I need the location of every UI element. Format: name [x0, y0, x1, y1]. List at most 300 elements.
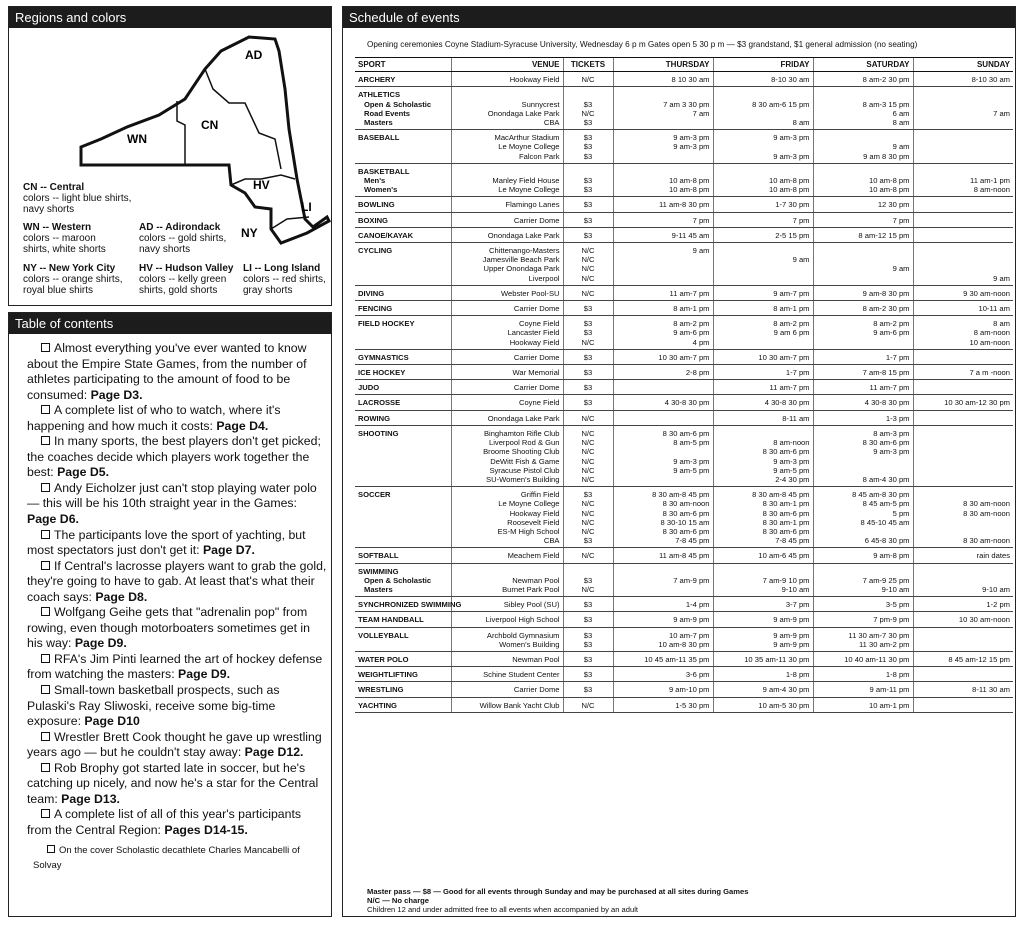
toc-title: Table of contents [9, 313, 331, 334]
thursday-cell [613, 380, 713, 395]
sunday-value: 9-10 am [982, 584, 1010, 594]
thursday-value: 7 am-9 pm [673, 575, 710, 585]
venue-value: MacArthur Stadium [494, 133, 560, 143]
sunday-value: 8-10 30 am [971, 75, 1010, 85]
tickets-value: N/C [581, 499, 595, 509]
toc-entry-page: Page D8. [95, 589, 148, 604]
friday-cell [713, 365, 813, 380]
venue-value: Onondaga Lake Park [487, 108, 560, 118]
toc-entry [27, 434, 327, 481]
sunday-cell [913, 627, 1013, 651]
tickets-value: $3 [583, 185, 593, 195]
sport-cell [355, 212, 451, 227]
sunday-cell [913, 667, 1013, 682]
sunday-cell [913, 487, 1013, 548]
friday-value: 1-7 pm [785, 368, 810, 378]
venue-value: Hookway Field [509, 508, 560, 518]
friday-value: 8 am-noon [773, 438, 810, 448]
sport-subcategory: Men's [364, 176, 386, 186]
friday-value: 8 30 am-1 pm [762, 499, 810, 509]
table-row [355, 425, 1013, 486]
venue-cell [451, 612, 563, 627]
venue-value: Sibley Pool (SU) [503, 600, 560, 610]
saturday-value: 8 am-12 15 pm [858, 230, 910, 240]
toc-entry-text: If Central's lacrosse players want to grab the gold, they're going to have to gab. At least that's what their coach says: [27, 558, 327, 604]
thursday-value: 9 am [692, 246, 710, 256]
sport-cell [355, 87, 451, 130]
sunday-value [917, 438, 1011, 447]
thursday-value [617, 255, 710, 264]
legend-ad: AD -- Adirondack colors -- gold shirts, navy shorts [139, 222, 227, 255]
thursday-cell [613, 285, 713, 300]
friday-cell [713, 301, 813, 316]
sport-name: CYCLING [358, 246, 393, 256]
tickets-value: $3 [583, 490, 593, 500]
checkbox-icon [41, 343, 50, 352]
toc-entry [27, 652, 327, 683]
venue-value: Binghamton Rifle Club [483, 428, 560, 438]
tickets-cell [563, 597, 613, 612]
venue-value: Women's Building [499, 639, 560, 649]
tickets-cell [563, 72, 613, 87]
saturday-value: 9 am 8 30 pm [863, 151, 910, 161]
venue-cell [451, 197, 563, 212]
sport-cell [355, 316, 451, 350]
legend-cn: CN -- Central colors -- light blue shirts, navy shorts [23, 182, 132, 215]
map-label-wn: WN [127, 132, 147, 146]
tickets-cell [563, 548, 613, 563]
friday-value [717, 142, 810, 151]
sport-name: CANOE/KAYAK [358, 230, 414, 240]
venue-value: Syracuse Pistol Club [489, 465, 560, 475]
sunday-value: 7 am [993, 108, 1010, 118]
friday-value: 8 30 am-6 pm [762, 508, 810, 518]
map-label-hv: HV [253, 178, 270, 192]
tickets-value: $3 [583, 639, 593, 649]
table-row [355, 682, 1013, 697]
table-row [355, 163, 1013, 197]
saturday-value: 9 am-11 pm [869, 685, 910, 695]
table-row [355, 349, 1013, 364]
venue-value: Webster Pool-SU [500, 288, 560, 298]
venue-value: Griffin Field [520, 490, 560, 500]
venue-cell [451, 697, 563, 712]
sunday-cell [913, 285, 1013, 300]
sport-cell [355, 243, 451, 286]
sport-subcategory: Masters [364, 584, 393, 594]
sunday-value [917, 118, 1011, 127]
thursday-cell [613, 349, 713, 364]
saturday-value: 11 30 am-7 30 pm [848, 630, 910, 640]
friday-cell [713, 316, 813, 350]
sunday-cell [913, 597, 1013, 612]
thursday-value: 10 30 am-7 pm [658, 352, 710, 362]
tickets-value: $3 [583, 600, 593, 610]
sunday-cell [913, 395, 1013, 410]
tickets-value: N/C [581, 526, 595, 536]
sport-cell [355, 410, 451, 425]
table-row [355, 380, 1013, 395]
tickets-value: $3 [583, 142, 593, 152]
sport-cell [355, 227, 451, 242]
tickets-value: $3 [583, 319, 593, 329]
tickets-cell [563, 697, 613, 712]
thursday-cell [613, 697, 713, 712]
saturday-value: 6 am [892, 108, 910, 118]
saturday-value [817, 274, 910, 283]
sunday-value: 8 am-noon [973, 328, 1010, 338]
thursday-cell [613, 597, 713, 612]
friday-value: 9 am-3 pm [773, 151, 810, 161]
venue-cell [451, 243, 563, 286]
tickets-value: N/C [581, 273, 595, 283]
thursday-value: 3-6 pm [685, 670, 710, 680]
sport-cell [355, 682, 451, 697]
tickets-cell [563, 87, 613, 130]
tickets-value: $3 [583, 230, 593, 240]
sport-cell [355, 285, 451, 300]
venue-value: Carrier Dome [513, 383, 560, 393]
friday-value: 7 am-9 10 pm [762, 575, 810, 585]
friday-value: 4 30-8 30 pm [764, 398, 810, 408]
header-saturday: SATURDAY [813, 58, 913, 72]
sunday-value: 8-11 30 am [972, 685, 1010, 695]
saturday-value: 7 pm [892, 215, 910, 225]
table-row [355, 87, 1013, 130]
saturday-value [817, 457, 910, 466]
thursday-cell [613, 410, 713, 425]
table-row [355, 410, 1013, 425]
tickets-value: $3 [583, 133, 593, 143]
thursday-cell [613, 667, 713, 682]
tickets-cell [563, 380, 613, 395]
thursday-cell [613, 682, 713, 697]
saturday-cell [813, 380, 913, 395]
saturday-value: 9 am-6 pm [873, 328, 910, 338]
toc-entry-page: Page D4. [216, 418, 269, 433]
venue-value: CBA [543, 536, 560, 546]
saturday-cell [813, 612, 913, 627]
friday-value: 7 pm [792, 215, 810, 225]
sport-cell [355, 301, 451, 316]
saturday-value: 7 am-8 15 pm [862, 368, 910, 378]
tickets-value: N/C [581, 700, 595, 710]
table-row [355, 563, 1013, 597]
regions-title: Regions and colors [9, 7, 331, 28]
table-row [355, 395, 1013, 410]
venue-value: Liverpool Rod & Gun [489, 438, 560, 448]
map-label-ny: NY [241, 226, 258, 240]
toc-entry-text: A complete list of all of this year's participants from the Central Region: [27, 807, 302, 837]
sport-name: DIVING [358, 288, 385, 298]
toc-entry [27, 341, 327, 403]
venue-value: Falcon Park [518, 151, 560, 161]
sport-name: ATHLETICS [358, 90, 401, 100]
sunday-value: 10 30 am-12 30 pm [944, 398, 1010, 408]
sunday-value [917, 200, 1011, 209]
legend-li: LI -- Long Island colors -- red shirts, gray shorts [243, 263, 326, 296]
friday-value: 1-7 30 pm [775, 200, 810, 210]
friday-value: 10 am-5 30 pm [758, 700, 810, 710]
map-label-cn: CN [201, 118, 219, 132]
saturday-cell [813, 316, 913, 350]
thursday-cell [613, 227, 713, 242]
saturday-value: 8 am-3 15 pm [862, 99, 910, 109]
tickets-value: $3 [583, 383, 593, 393]
venue-cell [451, 667, 563, 682]
tickets-value: N/C [581, 264, 595, 274]
toc-entry-text: In many sports, the best players don't get picked; the coaches decide which players work together the best: [27, 434, 321, 480]
sunday-value [917, 264, 1011, 273]
thursday-value: 9 am-3 pm [673, 456, 710, 466]
venue-value: Roosevelt Field [507, 517, 560, 527]
table-row [355, 597, 1013, 612]
toc-entry-page: Page D3. [90, 387, 143, 402]
regions-panel [8, 6, 332, 306]
tickets-cell [563, 425, 613, 486]
venue-value: Sunnycrest [521, 99, 560, 109]
thursday-value: 10 45 am-11 35 pm [644, 654, 710, 664]
tickets-value: N/C [581, 584, 595, 594]
venue-value: Liverpool High School [485, 615, 560, 625]
toc-entry-page: Page D13. [61, 791, 120, 806]
venue-value: Meachem Field [507, 551, 560, 561]
saturday-cell [813, 425, 913, 486]
friday-cell [713, 627, 813, 651]
friday-cell [713, 548, 813, 563]
venue-cell [451, 227, 563, 242]
venue-value: Coyne Field [518, 398, 560, 408]
thursday-value: 7-8 45 pm [675, 536, 710, 546]
thursday-value: 10 am-7 pm [668, 630, 710, 640]
friday-value: 8 am-2 pm [773, 319, 810, 329]
toc-entry-page: Page D5. [57, 465, 110, 480]
venue-cell [451, 163, 563, 197]
friday-value: 10 am-8 pm [768, 185, 810, 195]
friday-value: 9 am [792, 255, 810, 265]
venue-value: Hookway Field [509, 75, 560, 85]
saturday-value: 8 am-3 pm [873, 428, 910, 438]
thursday-cell [613, 548, 713, 563]
venue-value: SU-Women's Building [486, 474, 560, 484]
friday-value: 9 am-4 30 pm [762, 685, 810, 695]
thursday-cell [613, 212, 713, 227]
sunday-value [917, 255, 1011, 264]
saturday-value: 12 30 pm [877, 200, 910, 210]
tickets-value: N/C [581, 508, 595, 518]
venue-cell [451, 349, 563, 364]
saturday-cell [813, 87, 913, 130]
checkbox-icon [41, 436, 50, 445]
tickets-value: N/C [581, 447, 595, 457]
venue-cell [451, 410, 563, 425]
friday-value: 8 am-1 pm [773, 304, 810, 314]
friday-value: 9 am-9 pm [773, 639, 810, 649]
friday-cell [713, 349, 813, 364]
toc-entry [27, 807, 327, 838]
sunday-cell [913, 682, 1013, 697]
sunday-cell [913, 651, 1013, 666]
friday-value: 2-5 15 pm [775, 230, 810, 240]
friday-value [717, 264, 810, 273]
sunday-value: 9 am [993, 273, 1010, 283]
thursday-value: 11 am-8 45 pm [658, 551, 710, 561]
thursday-value: 4 30-8 30 pm [664, 398, 710, 408]
checkbox-icon [41, 483, 50, 492]
table-row [355, 227, 1013, 242]
saturday-cell [813, 197, 913, 212]
sunday-value [917, 466, 1011, 475]
legend-ny: NY -- New York City colors -- orange shirts, royal blue shirts [23, 263, 123, 296]
saturday-value [817, 133, 910, 142]
thursday-cell [613, 316, 713, 350]
schedule-footnotes [367, 887, 748, 914]
saturday-cell [813, 563, 913, 597]
sunday-value [917, 527, 1011, 536]
table-of-contents-panel [8, 312, 332, 917]
tickets-cell [563, 130, 613, 164]
sport-cell [355, 197, 451, 212]
sunday-cell [913, 243, 1013, 286]
saturday-cell [813, 163, 913, 197]
friday-value: 8-10 30 am [771, 75, 810, 85]
tickets-value: N/C [581, 288, 595, 298]
sunday-value [917, 231, 1011, 240]
saturday-value: 9-10 am [881, 584, 910, 594]
saturday-cell [813, 130, 913, 164]
toc-entry-page: Page D6. [27, 512, 79, 527]
thursday-cell [613, 651, 713, 666]
thursday-value [617, 118, 710, 127]
toc-entry-text: Small-town basketball prospects, such as Pulaski's Ray Sliwoski, receive some big-time exposure: [27, 683, 280, 729]
venue-value: Carrier Dome [513, 352, 560, 362]
schedule-body [355, 72, 1013, 713]
friday-value: 8 30 am-6 15 pm [752, 99, 810, 109]
saturday-value: 1-7 pm [885, 352, 910, 362]
saturday-cell [813, 651, 913, 666]
toc-entry-page: Page D9. [178, 667, 230, 682]
saturday-value: 8 30 am-6 pm [862, 438, 910, 448]
venue-value: Liverpool [528, 273, 560, 283]
saturday-value: 8 am-2 30 pm [862, 304, 910, 314]
tickets-value: $3 [583, 685, 593, 695]
saturday-cell [813, 667, 913, 682]
friday-cell [713, 563, 813, 597]
saturday-cell [813, 285, 913, 300]
sport-cell [355, 72, 451, 87]
toc-entry [27, 559, 327, 606]
sunday-value: 10 am-noon [969, 337, 1010, 347]
saturday-value: 11 30 am-2 pm [858, 639, 910, 649]
thursday-value [617, 585, 710, 594]
tickets-value: N/C [581, 517, 595, 527]
schedule-title: Schedule of events [343, 7, 1015, 28]
venue-cell [451, 72, 563, 87]
tickets-cell [563, 667, 613, 682]
saturday-cell [813, 243, 913, 286]
venue-value: DeWitt Fish & Game [490, 456, 560, 466]
toc-entry-text: Rob Brophy got started late in soccer, but he's catching up nicely, and now he's a star for the Central team: [27, 760, 319, 806]
friday-cell [713, 285, 813, 300]
friday-cell [713, 651, 813, 666]
tickets-cell [563, 227, 613, 242]
sunday-value: 9 30 am-noon [963, 288, 1010, 298]
venue-cell [451, 597, 563, 612]
thursday-value: 4 pm [692, 337, 710, 347]
sunday-value [917, 701, 1011, 710]
tickets-value: $3 [583, 630, 593, 640]
thursday-value [617, 274, 710, 283]
sport-cell [355, 612, 451, 627]
table-row [355, 487, 1013, 548]
venue-value: War Memorial [512, 368, 560, 378]
venue-cell [451, 627, 563, 651]
friday-cell [713, 697, 813, 712]
thursday-value: 9 am-9 pm [673, 615, 710, 625]
sport-cell [355, 697, 451, 712]
tickets-cell [563, 395, 613, 410]
table-row [355, 301, 1013, 316]
sunday-value: 8 am [993, 319, 1010, 329]
sport-subcategory: Open & Scholastic [364, 99, 432, 109]
venue-value: Coyne Field [518, 319, 560, 329]
toc-entry [27, 730, 327, 761]
venue-cell [451, 563, 563, 597]
toc-entry-text: Wrestler Brett Cook thought he gave up wrestling years ago — but he couldn't stay away: [27, 729, 322, 760]
tickets-value: $3 [583, 200, 593, 210]
venue-cell [451, 682, 563, 697]
thursday-cell [613, 395, 713, 410]
saturday-cell [813, 597, 913, 612]
friday-value: 8 am [792, 118, 810, 128]
cover-note [27, 843, 327, 873]
venue-value: Carrier Dome [513, 685, 560, 695]
friday-cell [713, 487, 813, 548]
thursday-value: 7 pm [692, 215, 710, 225]
table-row [355, 243, 1013, 286]
friday-value: 10 30 am-7 pm [758, 352, 810, 362]
sunday-value [917, 142, 1011, 151]
sport-cell [355, 365, 451, 380]
thursday-value: 9 am-3 pm [673, 142, 710, 152]
venue-cell [451, 548, 563, 563]
saturday-cell [813, 697, 913, 712]
thursday-cell [613, 87, 713, 130]
friday-value: 8 30 am-1 pm [762, 517, 810, 527]
checkbox-icon [41, 809, 50, 818]
sunday-value [917, 670, 1011, 679]
sunday-value [917, 133, 1011, 142]
sport-name: BASEBALL [358, 133, 400, 143]
saturday-value: 10 40 am-11 30 pm [844, 654, 910, 664]
thursday-value: 8 30 am-6 pm [662, 526, 710, 536]
friday-cell [713, 667, 813, 682]
sport-cell [355, 130, 451, 164]
sunday-value [917, 631, 1011, 640]
toc-entry-text: Wolfgang Geihe gets that "adrenalin pop" from rowing, even though motorboaters sometimes get in his way: [27, 605, 310, 651]
checkbox-icon [41, 561, 50, 570]
friday-cell [713, 130, 813, 164]
thursday-cell [613, 627, 713, 651]
venue-cell [451, 395, 563, 410]
friday-value [717, 429, 810, 438]
saturday-value [817, 246, 910, 255]
header-sunday: SUNDAY [913, 58, 1013, 72]
saturday-value: 7 pm-9 pm [873, 615, 910, 625]
saturday-cell [813, 548, 913, 563]
tickets-value: N/C [581, 428, 595, 438]
schedule-header-row [355, 58, 1013, 72]
